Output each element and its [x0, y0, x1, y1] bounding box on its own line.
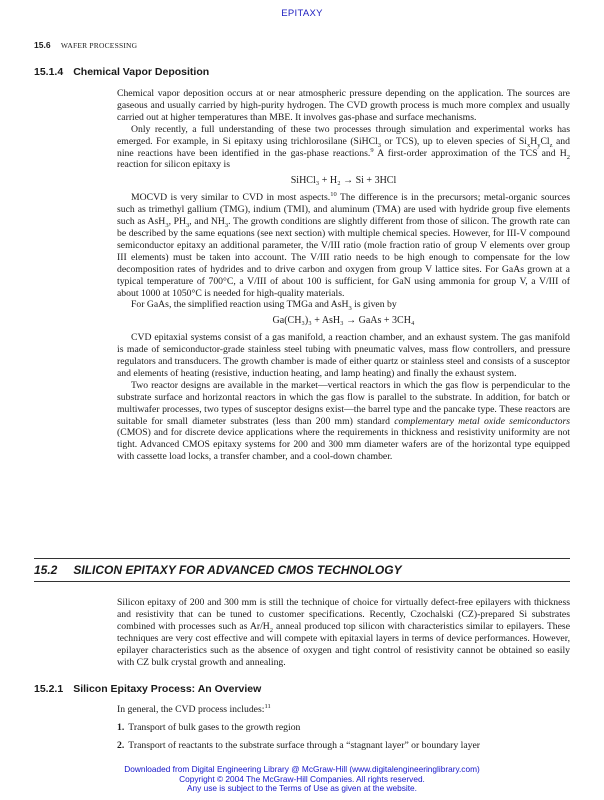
paragraph-cvd-intro: Chemical vapor deposition occurs at or near atmospheric pressure depending on the application. The sources are gaseous and usually carried by high-purity hydrogen. The CVD growth process is much more complex and usually carried out at higher temperatures than MBE. It involves gas-phase and surface mechanisms. — [117, 88, 570, 123]
section-heading-15-1-4 — [34, 66, 209, 78]
paragraph-silicon-epitaxy: Silicon epitaxy of 200 and 300 mm is still the technique of choice for virtually defect-free epilayers with thickness and resistivity that can be tuned to customer specifications. Recently, Czochalski (CZ)-prepared Si substrates combined with processes such as $Ar/H_2$ anneal produced top silicon with characteristics similar to epilayers. These techniques are very cost effective and will compete with epitaxial layers in terms of device performances. However, epilayer characteristics such as the absence of oxygen and tight control of resistivity cannot be obtained so easily with CZ bulk crystal growth and annealing. — [117, 597, 570, 668]
folio — [34, 40, 137, 50]
paragraph-mocvd: MOCVD is very similar to CVD in most aspects.$^{10}$ The difference is in the precursors; metal-organic sources such as trimethyl gallium (TMG), indium (TMI), and aluminum (TMA) are used with hydride group five elements such as AsH$_3$, $PH_3$, and $NH_3$. The growth conditions are slightly different from those of silicon. The growth rate can be described by the same equations (see next section) with multiple chemical species. However, for III-V compound semiconductor epitaxy an additional parameter, the V/III ratio (mole fraction ratio of group V elements over group III elements) must be taken into account. The V/III ratio needs to be high enough to compensate for the low decomposition rates of hydrides and to drive carbon and oxygen from group V lattice sites. For GaAs grown at a typical temperature of 700°C, a V/III of about 100 is sufficient, for GaN using ammonia for group V, a V/III of about 1000 at 1050°C is needed for high-quality materials. — [117, 191, 571, 299]
section-rule-top — [34, 558, 570, 559]
paragraph-simulation: Only recently, a full understanding of these two processes through simulation and experimental works has emerged. For example, in Si epitaxy using trichlorosilane (SiHCl$_3$ or TCS), up to eleven species of $Si_xH_yCl_z$ and nine reactions have been identified in the gas-phase reactions.$^9$ A first-order approximation of the TCS and $H_2$ reaction for silicon epitaxy is — [117, 123, 570, 171]
paragraph-gaas-reaction: For GaAs, the simplified reaction using TMGa and AsH$_3$ is given by — [131, 299, 397, 313]
download-footer — [0, 765, 604, 794]
section-title: SILICON EPITAXY FOR ADVANCED CMOS TECHNOLOGY — [73, 563, 402, 577]
section-heading-15-2-1 — [34, 683, 261, 695]
footer-copyright-line: Copyright © 2004 The McGraw-Hill Companies. All rights reserved. — [179, 773, 425, 784]
equation-tcs-reaction: SiHCl₃ + H₂ → Si + 3HCl — [290, 175, 397, 187]
paragraph-reactor-designs: Two reactor designs are available in the market—vertical reactors in which the gas flow is perpendicular to the substrate surface and horizontal reactors in which the gas flow is parallel to the substrate. In addition, for batch or multiwafer processes, two types of susceptor designs exist—the barrel type and the pancake type. These reactors are suitable for small diameter substrates (less than 200 mm) standard complementary metal oxide semiconductors (CMOS) and for discrete device applications where the requirements in thickness and resistivity uniformity are not tight. Advanced CMOS epitaxy systems for 200 and 300 mm diameter wafers are of the horizontal type equipped with cassette load locks, a transfer chamber, and a cool-down chamber. — [117, 379, 570, 463]
equation-gaas-reaction: Ga(CH₃)₃ + AsH₃ → GaAs + 3CH₄ — [272, 315, 415, 327]
chapter-part-title: WAFER PROCESSING — [60, 41, 138, 50]
section-title: Chemical Vapor Deposition — [73, 66, 210, 78]
footer-download-line[interactable]: Downloaded from Digital Engineering Library @ McGraw-Hill (www.digitalengineeringlibrary.com) — [124, 764, 480, 775]
page-number: 15.6 — [34, 40, 51, 50]
footer-terms-line[interactable]: Any use is subject to the Terms of Use as given at the website. — [187, 783, 417, 794]
section-number: 15.2.1 — [34, 683, 64, 695]
section-heading-15-2 — [34, 563, 402, 577]
section-rule-bottom — [34, 581, 570, 582]
paragraph-cvd-systems: CVD epitaxial systems consist of a gas manifold, a reaction chamber, and an exhaust system. The gas manifold is made of semiconductor-grade stainless steel tubing with pneumatic valves, mass flow controllers, and pressure regulators and transducers. The growth chamber is made of either quartz or stainless steel and consists of a susceptor and elements of heating (resistive, induction heating, and lamp heating) and finally the exhaust system. — [117, 332, 570, 379]
running-head: EPITAXY — [281, 8, 323, 19]
section-number: 15.1.4 — [34, 66, 64, 78]
section-body-15-2-1 — [117, 704, 570, 758]
section-number: 15.2 — [34, 563, 58, 577]
list-item: 2. Transport of reactants to the substrate surface through a “stagnant layer” or boundary layer — [117, 739, 481, 751]
paragraph-cvd-process-intro: In general, the CVD process includes:$^{11}$ — [117, 702, 271, 715]
cvd-steps-list — [117, 722, 570, 752]
section-body-15-2 — [117, 597, 570, 668]
section-body-15-1-4 — [117, 88, 570, 463]
section-title: Silicon Epitaxy Process: An Overview — [73, 683, 262, 695]
list-item: 1. Transport of bulk gases to the growth region — [117, 721, 301, 733]
